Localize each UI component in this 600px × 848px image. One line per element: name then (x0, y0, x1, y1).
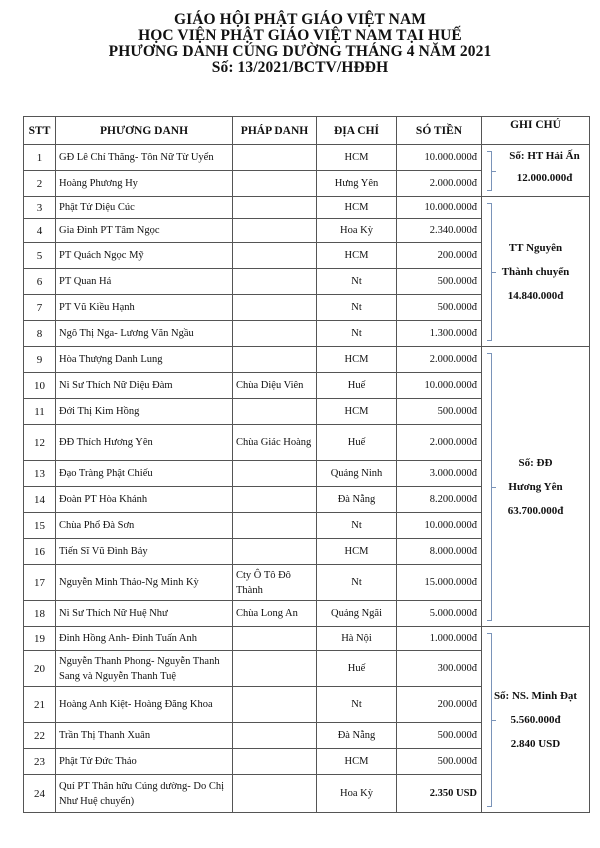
col-header-phap-danh: PHÁP DANH (233, 117, 317, 145)
row-amount: 8.000.000đ (397, 539, 482, 565)
col-header-note: GHI CHÚ (482, 117, 590, 145)
row-amount: 5.000.000đ (397, 601, 482, 627)
table-row (24, 145, 590, 171)
row-stt: 3 (24, 197, 56, 219)
row-phap-danh: Cty Ô Tô Đô Thành (233, 565, 317, 601)
bracket-icon (487, 151, 492, 191)
row-phap-danh: Chùa Giác Hoàng (233, 425, 317, 461)
row-address: Quảng Ngãi (317, 601, 397, 627)
row-stt: 1 (24, 145, 56, 171)
row-name: Phật Tử Diệu Cúc (56, 197, 233, 219)
row-address: Nt (317, 687, 397, 723)
row-phap-danh (233, 651, 317, 687)
row-name: Ni Sư Thích Nữ Diệu Đàm (56, 373, 233, 399)
note-line: Số: HT Hải Ấn (509, 150, 580, 162)
col-header-amount: SÓ TIỀN (397, 117, 482, 145)
row-name: Hòa Thượng Danh Lung (56, 347, 233, 373)
note-cell (482, 627, 590, 813)
note-line: Số: ĐĐ (518, 456, 553, 469)
row-address: HCM (317, 145, 397, 171)
row-amount: 15.000.000đ (397, 565, 482, 601)
note-line: 14.840.000đ (507, 289, 564, 302)
row-name: Ni Sư Thích Nữ Huệ Như (56, 601, 233, 627)
header-line-3: PHƯƠNG DANH CÚNG DƯỜNG THÁNG 4 NĂM 2021 (108, 43, 492, 60)
row-stt: 19 (24, 627, 56, 651)
col-header-name: PHƯƠNG DANH (56, 117, 233, 145)
row-phap-danh (233, 269, 317, 295)
row-stt: 13 (24, 461, 56, 487)
row-stt: 14 (24, 487, 56, 513)
note-line: 12.000.000đ (516, 172, 573, 184)
note-line: Hương Yên (508, 480, 563, 493)
note-line: Số: NS. Minh Đạt (493, 689, 578, 702)
bracket-icon (487, 353, 492, 621)
row-stt: 22 (24, 723, 56, 749)
header-line-4: Số: 13/2021/BCTV/HĐĐH (211, 59, 389, 76)
row-phap-danh (233, 145, 317, 171)
row-phap-danh (233, 487, 317, 513)
bracket-icon (487, 633, 492, 807)
note-line: 5.560.000đ (510, 713, 561, 726)
row-address: HCM (317, 347, 397, 373)
row-name: Quí PT Thân hữu Cúng dường- Do Chị Như Huệ chuyển) (56, 775, 233, 813)
row-stt: 12 (24, 425, 56, 461)
note-line: Thành chuyển (501, 265, 570, 278)
row-name: PT Quan Há (56, 269, 233, 295)
row-stt: 9 (24, 347, 56, 373)
row-stt: 10 (24, 373, 56, 399)
row-stt: 24 (24, 775, 56, 813)
row-name: Tiến Sĩ Vũ Đình Bảy (56, 539, 233, 565)
row-stt: 17 (24, 565, 56, 601)
row-address: HCM (317, 243, 397, 269)
row-stt: 4 (24, 219, 56, 243)
row-address: Nt (317, 513, 397, 539)
row-phap-danh (233, 513, 317, 539)
row-stt: 23 (24, 749, 56, 775)
row-name: Đới Thị Kim Hồng (56, 399, 233, 425)
note-cell (482, 347, 590, 627)
table-row (24, 347, 590, 373)
row-stt: 20 (24, 651, 56, 687)
row-address: Nt (317, 321, 397, 347)
row-phap-danh (233, 687, 317, 723)
col-header-stt: STT (24, 117, 56, 145)
row-amount: 200.000đ (397, 687, 482, 723)
row-stt: 21 (24, 687, 56, 723)
table-row (24, 197, 590, 219)
row-amount: 500.000đ (397, 723, 482, 749)
row-amount: 500.000đ (397, 749, 482, 775)
row-stt: 7 (24, 295, 56, 321)
row-name: Gia Đình PT Tâm Ngọc (56, 219, 233, 243)
row-stt: 6 (24, 269, 56, 295)
row-address: Hà Nội (317, 627, 397, 651)
row-stt: 11 (24, 399, 56, 425)
row-address: Nt (317, 295, 397, 321)
row-address: Đà Nẵng (317, 487, 397, 513)
note-line: TT Nguyên (508, 241, 563, 254)
row-amount: 3.000.000đ (397, 461, 482, 487)
row-name: Trần Thị Thanh Xuân (56, 723, 233, 749)
row-address: HCM (317, 749, 397, 775)
row-stt: 18 (24, 601, 56, 627)
row-phap-danh (233, 399, 317, 425)
row-stt: 8 (24, 321, 56, 347)
row-amount: 300.000đ (397, 651, 482, 687)
row-amount: 10.000.000đ (397, 197, 482, 219)
row-amount: 2.000.000đ (397, 425, 482, 461)
row-stt: 2 (24, 171, 56, 197)
note-text (482, 684, 589, 756)
row-amount: 10.000.000đ (397, 145, 482, 171)
row-name: PT Vũ Kiều Hạnh (56, 295, 233, 321)
note-text (502, 145, 587, 189)
row-name: Hoàng Anh Kiệt- Hoàng Đăng Khoa (56, 687, 233, 723)
row-address: Hoa Kỳ (317, 775, 397, 813)
row-amount: 10.000.000đ (397, 373, 482, 399)
header-line-2: HỌC VIỆN PHẬT GIÁO VIỆT NAM TẠI HUẾ (138, 27, 462, 44)
row-amount: 500.000đ (397, 295, 482, 321)
row-stt: 5 (24, 243, 56, 269)
row-name: Ngô Thị Nga- Lương Văn Ngầu (56, 321, 233, 347)
row-amount: 8.200.000đ (397, 487, 482, 513)
row-amount: 2.000.000đ (397, 171, 482, 197)
row-amount: 1.000.000đ (397, 627, 482, 651)
row-phap-danh (233, 539, 317, 565)
row-phap-danh (233, 171, 317, 197)
row-phap-danh (233, 627, 317, 651)
row-phap-danh: Chùa Long An (233, 601, 317, 627)
row-phap-danh (233, 321, 317, 347)
note-text (482, 236, 589, 308)
row-phap-danh (233, 243, 317, 269)
row-amount: 500.000đ (397, 269, 482, 295)
row-address: Hoa Kỳ (317, 219, 397, 243)
row-amount: 200.000đ (397, 243, 482, 269)
note-cell (482, 145, 590, 197)
row-phap-danh (233, 197, 317, 219)
row-name: Nguyễn Minh Thảo-Ng Minh Kỳ (56, 565, 233, 601)
row-name: Hoàng Phương Hy (56, 171, 233, 197)
row-phap-danh (233, 219, 317, 243)
row-phap-danh (233, 461, 317, 487)
row-name: ĐĐ Thích Hương Yên (56, 425, 233, 461)
row-address: Nt (317, 565, 397, 601)
row-address: Huế (317, 425, 397, 461)
row-address: Nt (317, 269, 397, 295)
row-name: Nguyễn Thanh Phong- Nguyễn Thanh Sang và Nguyễn Thanh Tuệ (56, 651, 233, 687)
note-line: 2.840 USD (510, 737, 561, 750)
row-name: Đinh Hồng Anh- Đinh Tuấn Anh (56, 627, 233, 651)
row-address: HCM (317, 399, 397, 425)
note-cell (482, 197, 590, 347)
row-name: Đạo Tràng Phật Chiếu (56, 461, 233, 487)
row-stt: 16 (24, 539, 56, 565)
note-text (482, 451, 589, 523)
table-header-row (24, 117, 590, 145)
note-line: 63.700.000đ (507, 504, 564, 517)
row-name: PT Quách Ngọc Mỹ (56, 243, 233, 269)
row-phap-danh (233, 775, 317, 813)
header-line-1: GIÁO HỘI PHẬT GIÁO VIỆT NAM (173, 11, 427, 28)
bracket-icon (487, 203, 492, 341)
row-name: Chùa Phổ Đà Sơn (56, 513, 233, 539)
col-header-address: ĐỊA CHỈ (317, 117, 397, 145)
row-address: Quảng Ninh (317, 461, 397, 487)
row-address: Đà Nẵng (317, 723, 397, 749)
row-phap-danh (233, 749, 317, 775)
row-address: Hưng Yên (317, 171, 397, 197)
row-amount: 1.300.000đ (397, 321, 482, 347)
row-phap-danh (233, 723, 317, 749)
row-stt: 15 (24, 513, 56, 539)
row-amount: 10.000.000đ (397, 513, 482, 539)
row-address: HCM (317, 539, 397, 565)
row-phap-danh: Chùa Diệu Viên (233, 373, 317, 399)
row-name: Đoàn PT Hòa Khánh (56, 487, 233, 513)
row-amount: 500.000đ (397, 399, 482, 425)
row-amount: 2.000.000đ (397, 347, 482, 373)
row-amount: 2.340.000đ (397, 219, 482, 243)
row-phap-danh (233, 295, 317, 321)
donation-table (23, 116, 590, 813)
document-header (0, 12, 600, 76)
row-address: Huế (317, 373, 397, 399)
row-name: GĐ Lê Chí Thăng- Tôn Nữ Từ Uyển (56, 145, 233, 171)
row-name: Phật Tử Đức Thảo (56, 749, 233, 775)
row-address: Huế (317, 651, 397, 687)
row-phap-danh (233, 347, 317, 373)
row-amount: 2.350 USD (397, 775, 482, 813)
row-address: HCM (317, 197, 397, 219)
table-row (24, 627, 590, 651)
